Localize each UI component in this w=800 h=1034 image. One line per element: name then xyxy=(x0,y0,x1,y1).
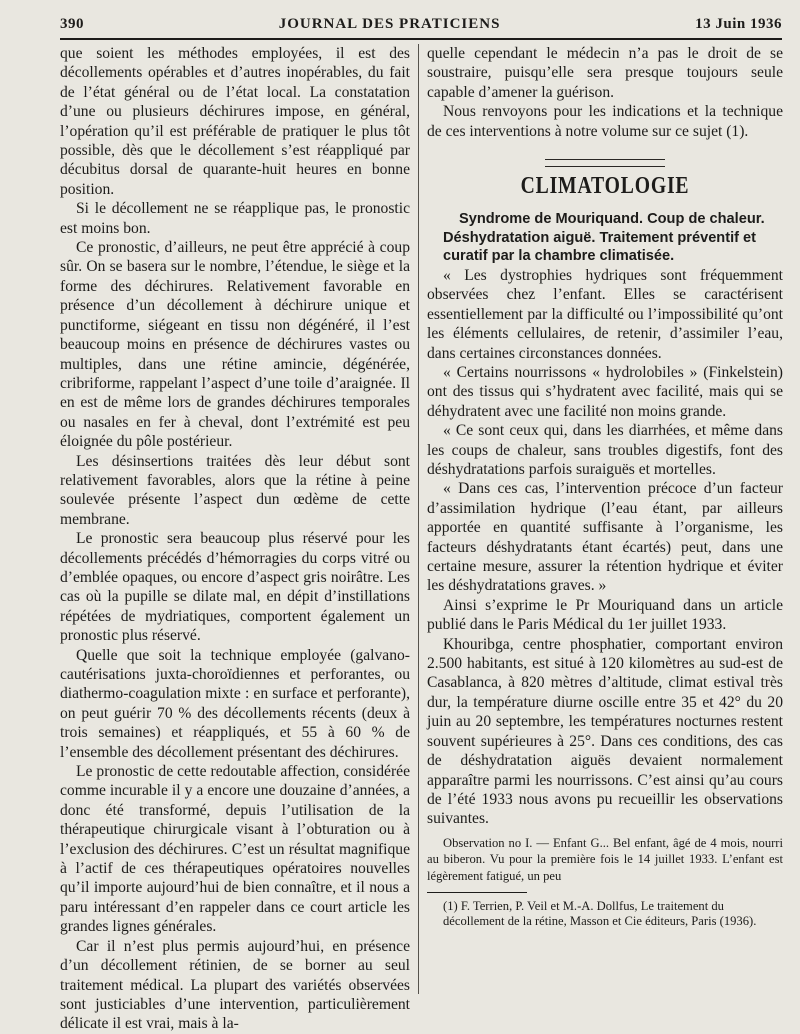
left-column xyxy=(60,44,410,1034)
footnote-rule xyxy=(427,892,527,893)
left-paragraph: Quelle que soit la technique employée (galvano-cautérisations juxta-choroïdiennes et perforantes, ou diathermo-coagulation mixte : en surface et perforante), on peut guérir 70 % des décollements récents (deux à trois semaines) et réappliqués, et 55 à 60 % de l’ensemble des décollement présentant des déchirures. xyxy=(60,646,410,761)
left-paragraph: que soient les méthodes employées, il est des décollements opérables et d’autres inopérables, du fait de l’état général ou de l’état local. La constatation d’une ou plusieurs déchirures impose, en général, l’opération qu’il est préférable de pratiquer le plus tôt possible, dès que le décollement s’est réappliqué par décubitus dorsal de quarante-huit heures en bonne position. xyxy=(60,45,410,198)
body-paragraph: Khouribga, centre phosphatier, comportant environ 2.500 habitants, est situé à 120 kilomètres au sud-est de Casablanca, à 820 mètres d’altitude, climat estival très dur, la température diurne oscille entre 35 et 42° du 20 juin au 20 septembre, les températures nocturnes restent souvent supérieures à 25°. Dans ces conditions, des cas de déshydratation aiguës devaient normalement apparaître parmi les nourrissons. C’est ainsi qu’au cours de l’été 1933 nous avons pu recueillir les observations suivantes. xyxy=(427,635,783,828)
journal-title: JOURNAL DES PRATICIENS xyxy=(278,16,501,32)
left-paragraph: Si le décollement ne se réapplique pas, le pronostic est moins bon. xyxy=(60,200,410,237)
left-paragraph: Ce pronostic, d’ailleurs, ne peut être apprécié à coup sûr. On se basera sur le nombre, l’étendue, le siège et la forme des déchirures. Relativement favorable en présence d’un décollement à déchirure unique et punctiforme, siégeant en tissu non dégénéré, il l’est beaucoup moins en présence de déchirures vastes ou multiples, dans une rétine amincie, dégénérée, cribriforme, rappelant l’aspect d’une toile d’araignée. Il en est de même lors de grandes déchirures temporales ou nasales en fer à cheval, dont l’extrémité est peu éloignée du pôle postérieur. xyxy=(60,239,410,451)
left-paragraph: Car il n’est plus permis aujourd’hui, en présence d’un décollement rétinien, de se borner au seul traitement médical. La plupart des variétés observées sont justiciables d’une intervention, particulièrement délicate il est vrai, mais à la- xyxy=(60,937,410,1033)
quote-paragraph: « Dans ces cas, l’intervention précoce d’un facteur d’assimilation hydrique (l’eau étant, par ailleurs apportée en quantité suffisante à l’organisme, les facteurs déshydratants étant écartés) peut, dans une certaine mesure, assurer la rétention hydrique et éviter les déshydratations graves. » xyxy=(427,480,783,595)
left-paragraph: Le pronostic de cette redoutable affection, considérée comme incurable il y a encore une douzaine d’années, a donc été transformé, depuis l’utilisation de la thérapeutique chirurgicale visant à l’obturation ou à l’exclusion des déchirures. C’est un résultat magnifique à l’actif de ces thérapeutiques opératoires nouvelles qu’il importe aujourd’hui de bien connaître, et il nous a paru intéressant d’en rappeler dans ce court article les grandes lignes générales. xyxy=(60,763,410,936)
issue-date: 13 Juin 1936 xyxy=(695,16,782,32)
left-paragraph: Le pronostic sera beaucoup plus réservé pour les décollements précédés d’hémorragies du corps vitré ou d’emblée opaques, ou encore d’aspect gris noirâtre. Les cas où la pupille se dilate mal, en dépit d’instillations répétées de mydriatiques, comportent également un pronostic plus réservé. xyxy=(60,530,410,645)
header-rule xyxy=(60,38,782,40)
right-paragraph: quelle cependant le médecin n’a pas le droit de se soustraire, puisqu’elle sera presque toujours seule capable d’amener la guérison. xyxy=(427,45,783,101)
right-column xyxy=(427,44,783,930)
body-paragraph: Ainsi s’exprime le Pr Mouriquand dans un article publié dans le Paris Médical du 1er juillet 1933. xyxy=(427,596,783,634)
article-subheading: Syndrome de Mouriquand. Coup de chaleur. Déshydratation aiguë. Traitement préventif et curatif par la chambre climatisée. xyxy=(443,211,765,265)
quote-paragraph: « Certains nourrissons « hydrolobiles » (Finkelstein) ont des tissus qui s’hydratent avec facilité, mais qui se déhydratent avec une facilité non moins grande. xyxy=(427,363,783,420)
footnote: (1) F. Terrien, P. Veil et M.-A. Dollfus, Le traitement du décollement de la rétine, Masson et Cie éditeurs, Paris (1936). xyxy=(443,898,757,929)
page-header xyxy=(60,16,782,38)
column-divider xyxy=(418,44,419,994)
quote-paragraph: « Ce sont ceux qui, dans les diarrhées, et même dans les coups de chaleur, sans troubles digestifs, font des déshydratations parfois suraiguës et mortelles. xyxy=(427,422,783,478)
observation-paragraph: Observation no I. — Enfant G... Bel enfant, âgé de 4 mois, nourri au biberon. Vu pour la première fois le 14 juillet 1933. L’enfant est légèrement fatigué, un peu xyxy=(427,835,783,883)
section-ornament xyxy=(545,159,665,167)
page-number: 390 xyxy=(60,16,84,32)
right-paragraph: Nous renvoyons pour les indications et la technique de ces interventions à notre volume sur ce sujet (1). xyxy=(427,103,783,140)
left-paragraph: Les désinsertions traitées dès leur début sont relativement favorables, alors que la rétine à peine soulevée présente l’aspect dun œdème de cette membrane. xyxy=(60,452,410,528)
section-title: CLIMATOLOGIE xyxy=(520,173,690,200)
quote-paragraph: « Les dystrophies hydriques sont fréquemment observées chez l’enfant. Elles se caractérisent essentiellement par la difficulté ou l’impossibilité qu’ont les éléments cellulaires, de retenir, d’assimiler l’eau, dans certaines circonstances données. xyxy=(427,266,783,362)
